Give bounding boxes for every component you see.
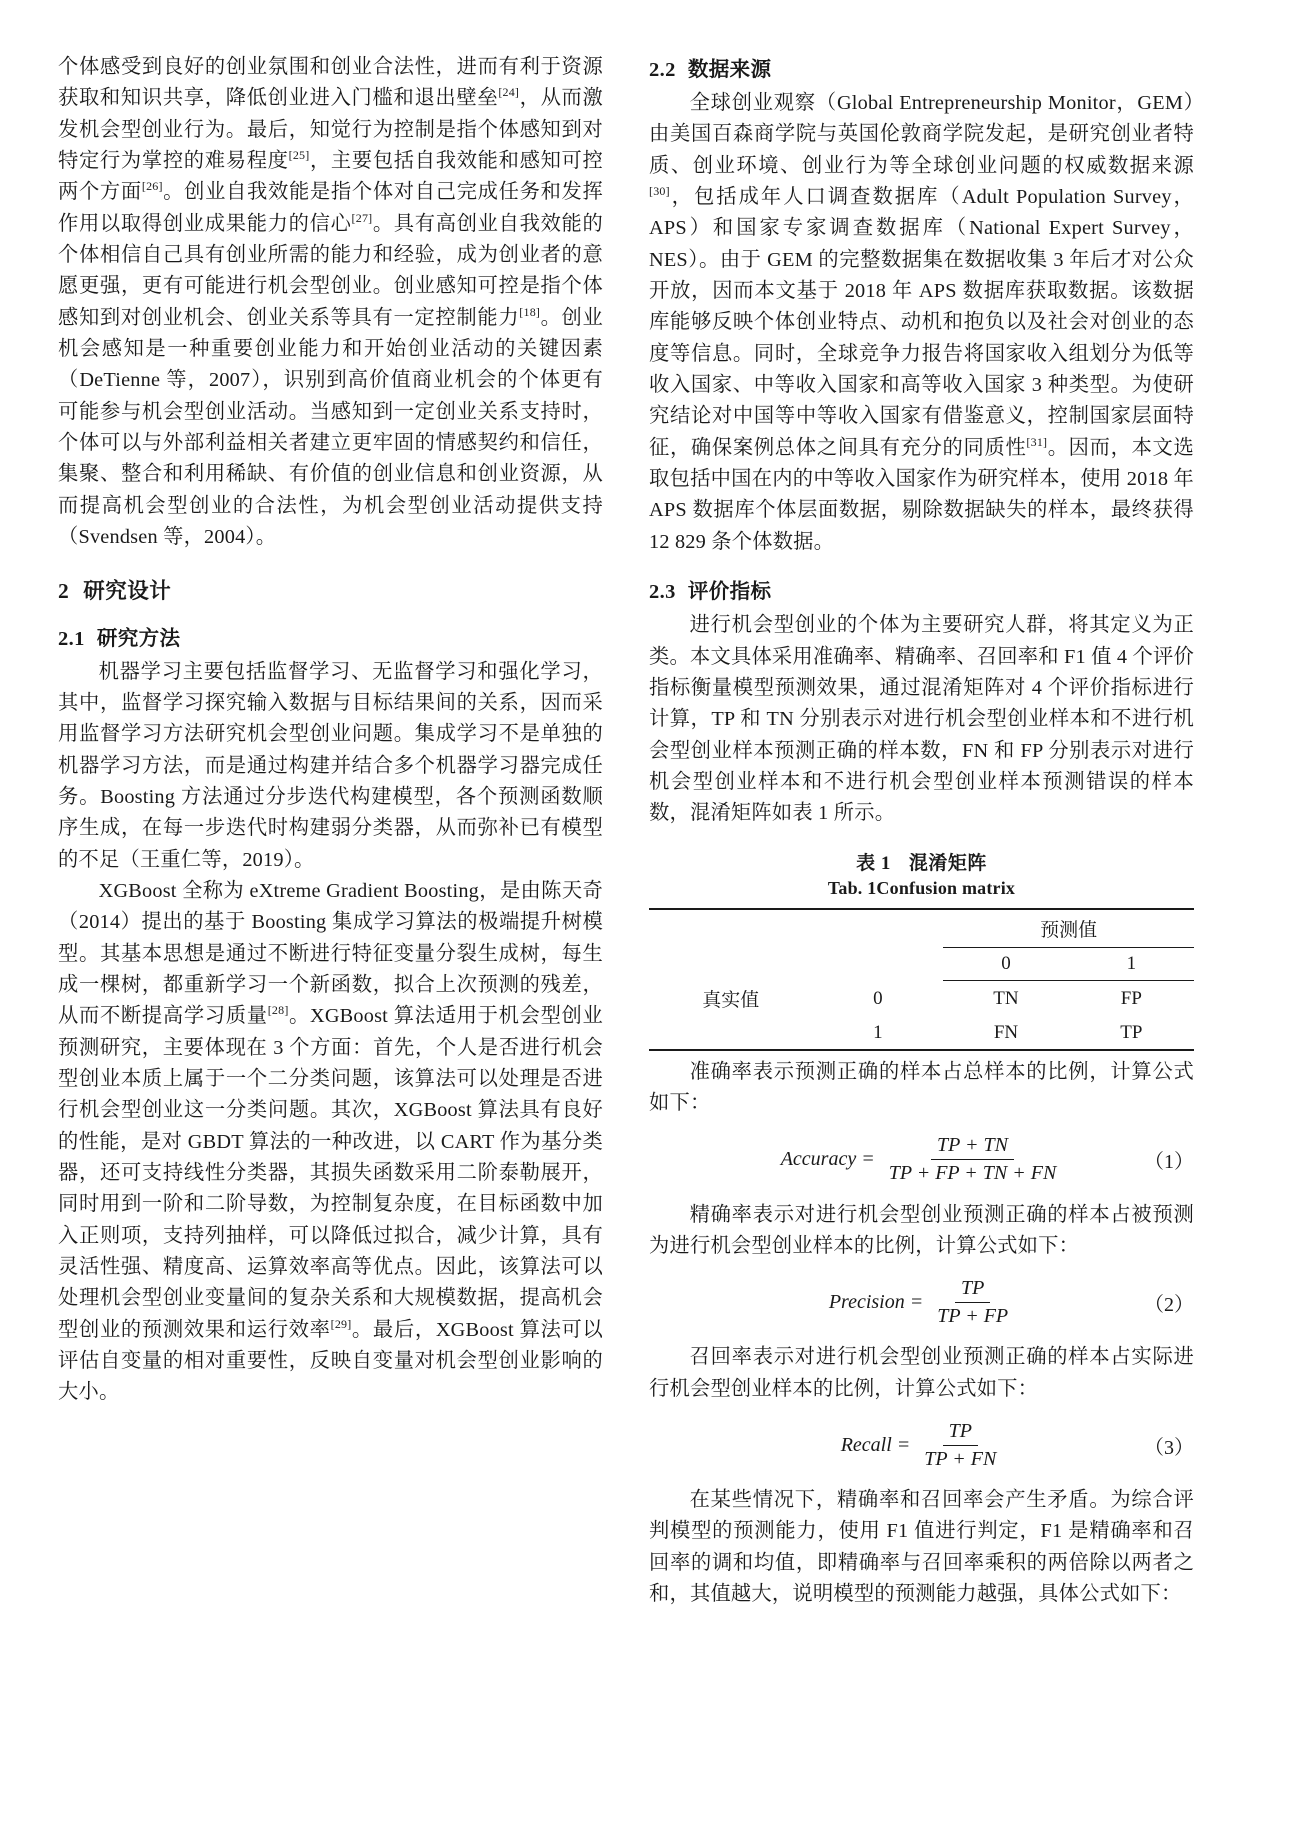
table-subheader-row bbox=[649, 947, 1194, 980]
body-paragraph: 在某些情况下，精确率和召回率会产生矛盾。为综合评判模型的预测能力，使用 F1 值进行判定，F1 是精确率和召回率的调和均值，即精确率与召回率乘积的两倍除以两者之和，其值越大，说明模型的预测能力越强，具体公式如下： bbox=[649, 1489, 1194, 1606]
equation-1-denominator: TP + FP + TN + FN bbox=[888, 1162, 1057, 1185]
table-row bbox=[649, 1017, 1194, 1050]
confusion-matrix-table bbox=[649, 908, 1194, 1052]
equation-2-numerator: TP bbox=[955, 1277, 990, 1303]
equation-1-lhs: Accuracy = bbox=[780, 1148, 875, 1171]
right-column bbox=[649, 52, 1194, 1792]
equation-3 bbox=[649, 1417, 1194, 1473]
section-heading-2-3 bbox=[649, 574, 1194, 604]
body-paragraph: XGBoost 全称为 eXtreme Gradient Boosting，是由陈天奇（2014）提出的基于 Boosting 集成学习算法的极端提升树模型。其基本思想是通过不断进行特征变量分裂生成树，每生成一棵树，都重新学习一个新函数，拟合上次预测的残差，从而不断提高学习质量[28]。XGBoost 算法适用于机会型创业预测研究，主要体现在 3 个方面：首先，个人是否进行机会型创业本质上属于一个二分类问题，该算法可以处理是否进行机会型创业这一分类问题。其次，XGBoost 算法具有良好的性能，是对 GBDT 算法的一种改进，以 CART 作为基分类器，还可支持线性分类器，其损失函数采用二阶泰勒展开，同时用到一阶和二阶导数，为控制复杂度，在目标函数中加入正则项，支持列抽样，可以降低过拟合，减少计算，具有灵活性强、精度高、运算效率高等优点。因此，该算法可以处理机会型创业变量间的复杂关系和大规模数据，提高机会型创业的预测效果和运行效率[29]。最后，XGBoost 算法可以评估自变量的相对重要性，反映自变量对机会型创业影响的大小。 bbox=[58, 879, 603, 1404]
equation-3-numerator: TP bbox=[943, 1420, 978, 1446]
table-col-pred-1: 1 bbox=[1069, 947, 1194, 980]
table-cell: FP bbox=[1120, 987, 1142, 1009]
table-header-row bbox=[649, 909, 1194, 948]
section-number: 2 bbox=[58, 578, 70, 603]
body-paragraph: 准确率表示预测正确的样本占总样本的比例，计算公式如下： bbox=[649, 1061, 1194, 1115]
table-caption-cn-title: 混淆矩阵 bbox=[908, 852, 987, 874]
subsection-title: 评价指标 bbox=[687, 581, 772, 604]
table-caption-en-label: Tab. 1 bbox=[827, 877, 877, 898]
equation-2-lhs: Precision = bbox=[828, 1290, 924, 1313]
table-header-predicted: 预测值 bbox=[943, 909, 1194, 948]
subsection-number: 2.1 bbox=[58, 627, 85, 650]
section-heading-2 bbox=[58, 574, 603, 605]
body-paragraph: 精确率表示对进行机会型创业预测正确的样本占被预测为进行机会型创业样本的比例，计算公式如下： bbox=[649, 1203, 1194, 1258]
table-caption-cn bbox=[649, 848, 1194, 875]
body-paragraph: 全球创业观察（Global Entrepreneurship Monitor，GEM）由美国百森商学院与英国伦敦商学院发起，是研究创业者特质、创业环境、创业行为等全球创业问题的权威数据来源[30]，包括成年人口调查数据库（Adult Population Survey，APS）和国家专家调查数据库（National Expert Survey，NES）。由于 GEM 的完整数据集在数据收集 3 年后才对公众开放，因而本文基于 2018 年 APS 数据库获取数据。该数据库能够反映个体创业特点、动机和抱负以及社会对创业的态度等信息。同时，全球竞争力报告将国家收入组划分为低等收入国家、中等收入国家和高等收入国家 3 种类型。为使研究结论对中国等中等收入国家有借鉴意义，控制国家层面特征，确保案例总体之间具有充分的同质性[31]。因而，本文选取包括中国在内的中等收入国家作为研究样本，使用 2018 年 APS 数据库个体层面数据，剔除数据缺失的样本，最终获得 12 829 条个体数据。 bbox=[649, 92, 1194, 553]
table-col-pred-0: 0 bbox=[943, 947, 1068, 980]
body-paragraph: 机器学习主要包括监督学习、无监督学习和强化学习，其中，监督学习探究输入数据与目标结果间的关系，因而采用监督学习方法研究机会型创业问题。集成学习不是单独的机器学习方法，而是通过构建并结合多个机器学习器完成任务。Boosting 方法通过分步迭代构建模型，各个预测函数顺序生成，在每一步迭代时构建弱分类器，从而弥补已有模型的不足（王重仁等，2019）。 bbox=[58, 660, 603, 871]
section-heading-2-1 bbox=[58, 621, 603, 651]
section-title: 研究设计 bbox=[83, 578, 172, 603]
equation-3-number: （3） bbox=[1144, 1436, 1194, 1459]
confusion-matrix-table-block bbox=[649, 848, 1194, 1052]
table-caption-cn-label: 表 1 bbox=[856, 852, 891, 874]
table-row-header-actual: 真实值 bbox=[702, 990, 760, 1012]
table-row-label: 0 bbox=[873, 987, 883, 1009]
two-column-layout bbox=[58, 52, 1242, 1792]
subsection-title: 研究方法 bbox=[96, 627, 181, 650]
table-cell: TP bbox=[1069, 1017, 1194, 1050]
section-heading-2-2 bbox=[649, 52, 1194, 82]
subsection-number: 2.2 bbox=[649, 59, 676, 81]
table-caption-en-title: Confusion matrix bbox=[876, 877, 1016, 898]
table-cell: FN bbox=[943, 1017, 1068, 1050]
equation-2-denominator: TP + FP bbox=[937, 1304, 1009, 1327]
equation-2 bbox=[649, 1274, 1194, 1330]
equation-3-fraction bbox=[918, 1420, 1002, 1471]
table-cell: TN bbox=[993, 987, 1019, 1009]
body-paragraph: 召回率表示对进行机会型创业预测正确的样本占实际进行机会型创业样本的比例，计算公式如下： bbox=[649, 1346, 1194, 1400]
equation-1-number: （1） bbox=[1144, 1151, 1194, 1174]
table-row bbox=[649, 980, 1194, 1017]
subsection-number: 2.3 bbox=[649, 581, 676, 604]
equation-2-number: （2） bbox=[1144, 1293, 1194, 1316]
equation-2-fraction bbox=[931, 1277, 1014, 1328]
equation-3-denominator: TP + FN bbox=[924, 1447, 997, 1470]
equation-3-lhs: Recall = bbox=[840, 1433, 911, 1456]
subsection-title: 数据来源 bbox=[687, 59, 772, 81]
equation-1-numerator: TP + TN bbox=[931, 1134, 1014, 1160]
left-column bbox=[58, 52, 603, 1792]
body-paragraph: 个体感受到良好的创业氛围和创业合法性，进而有利于资源获取和知识共享，降低创业进入门槛和退出壁垒[24]，从而激发机会型创业行为。最后，知觉行为控制是指个体感知到对特定行为掌控的难易程度[25]，主要包括自我效能和感知可控两个方面[26]。创业自我效能是指个体对自己完成任务和发挥作用以取得创业成果能力的信心[27]。具有高创业自我效能的个体相信自己具有创业所需的能力和经验，成为创业者的意愿更强，更有可能进行机会型创业。创业感知可控是指个体感知到对创业机会、创业关系等具有一定控制能力[18]。创业机会感知是一种重要创业能力和开始创业活动的关键因素（DeTienne 等，2007），识别到高价值商业机会的个体更有可能参与机会型创业活动。当感知到一定创业关系支持时，个体可以与外部利益相关者建立更牢固的情感契约和信任，集聚、整合和利用稀缺、有价值的创业信息和创业资源，从而提高机会型创业的合法性，为机会型创业活动提供支持（Svendsen 等，2004）。 bbox=[58, 56, 603, 549]
equation-1 bbox=[649, 1132, 1194, 1188]
table-row-label: 1 bbox=[813, 1017, 944, 1050]
table-caption-en bbox=[649, 878, 1194, 899]
body-paragraph: 进行机会型创业的个体为主要研究人群，将其定义为正类。本文具体采用准确率、精确率、召回率和 F1 值 4 个评价指标衡量模型预测效果，通过混淆矩阵对 4 个评价指标进行计算，TP 和 TN 分别表示对进行机会型创业样本和不进行机会型创业样本预测正确的样本数，FN 和 FP 分别表示对进行机会型创业样本和不进行机会型创业样本预测错误的样本数，混淆矩阵如表 1 所示。 bbox=[649, 614, 1194, 825]
equation-1-fraction bbox=[883, 1134, 1063, 1185]
